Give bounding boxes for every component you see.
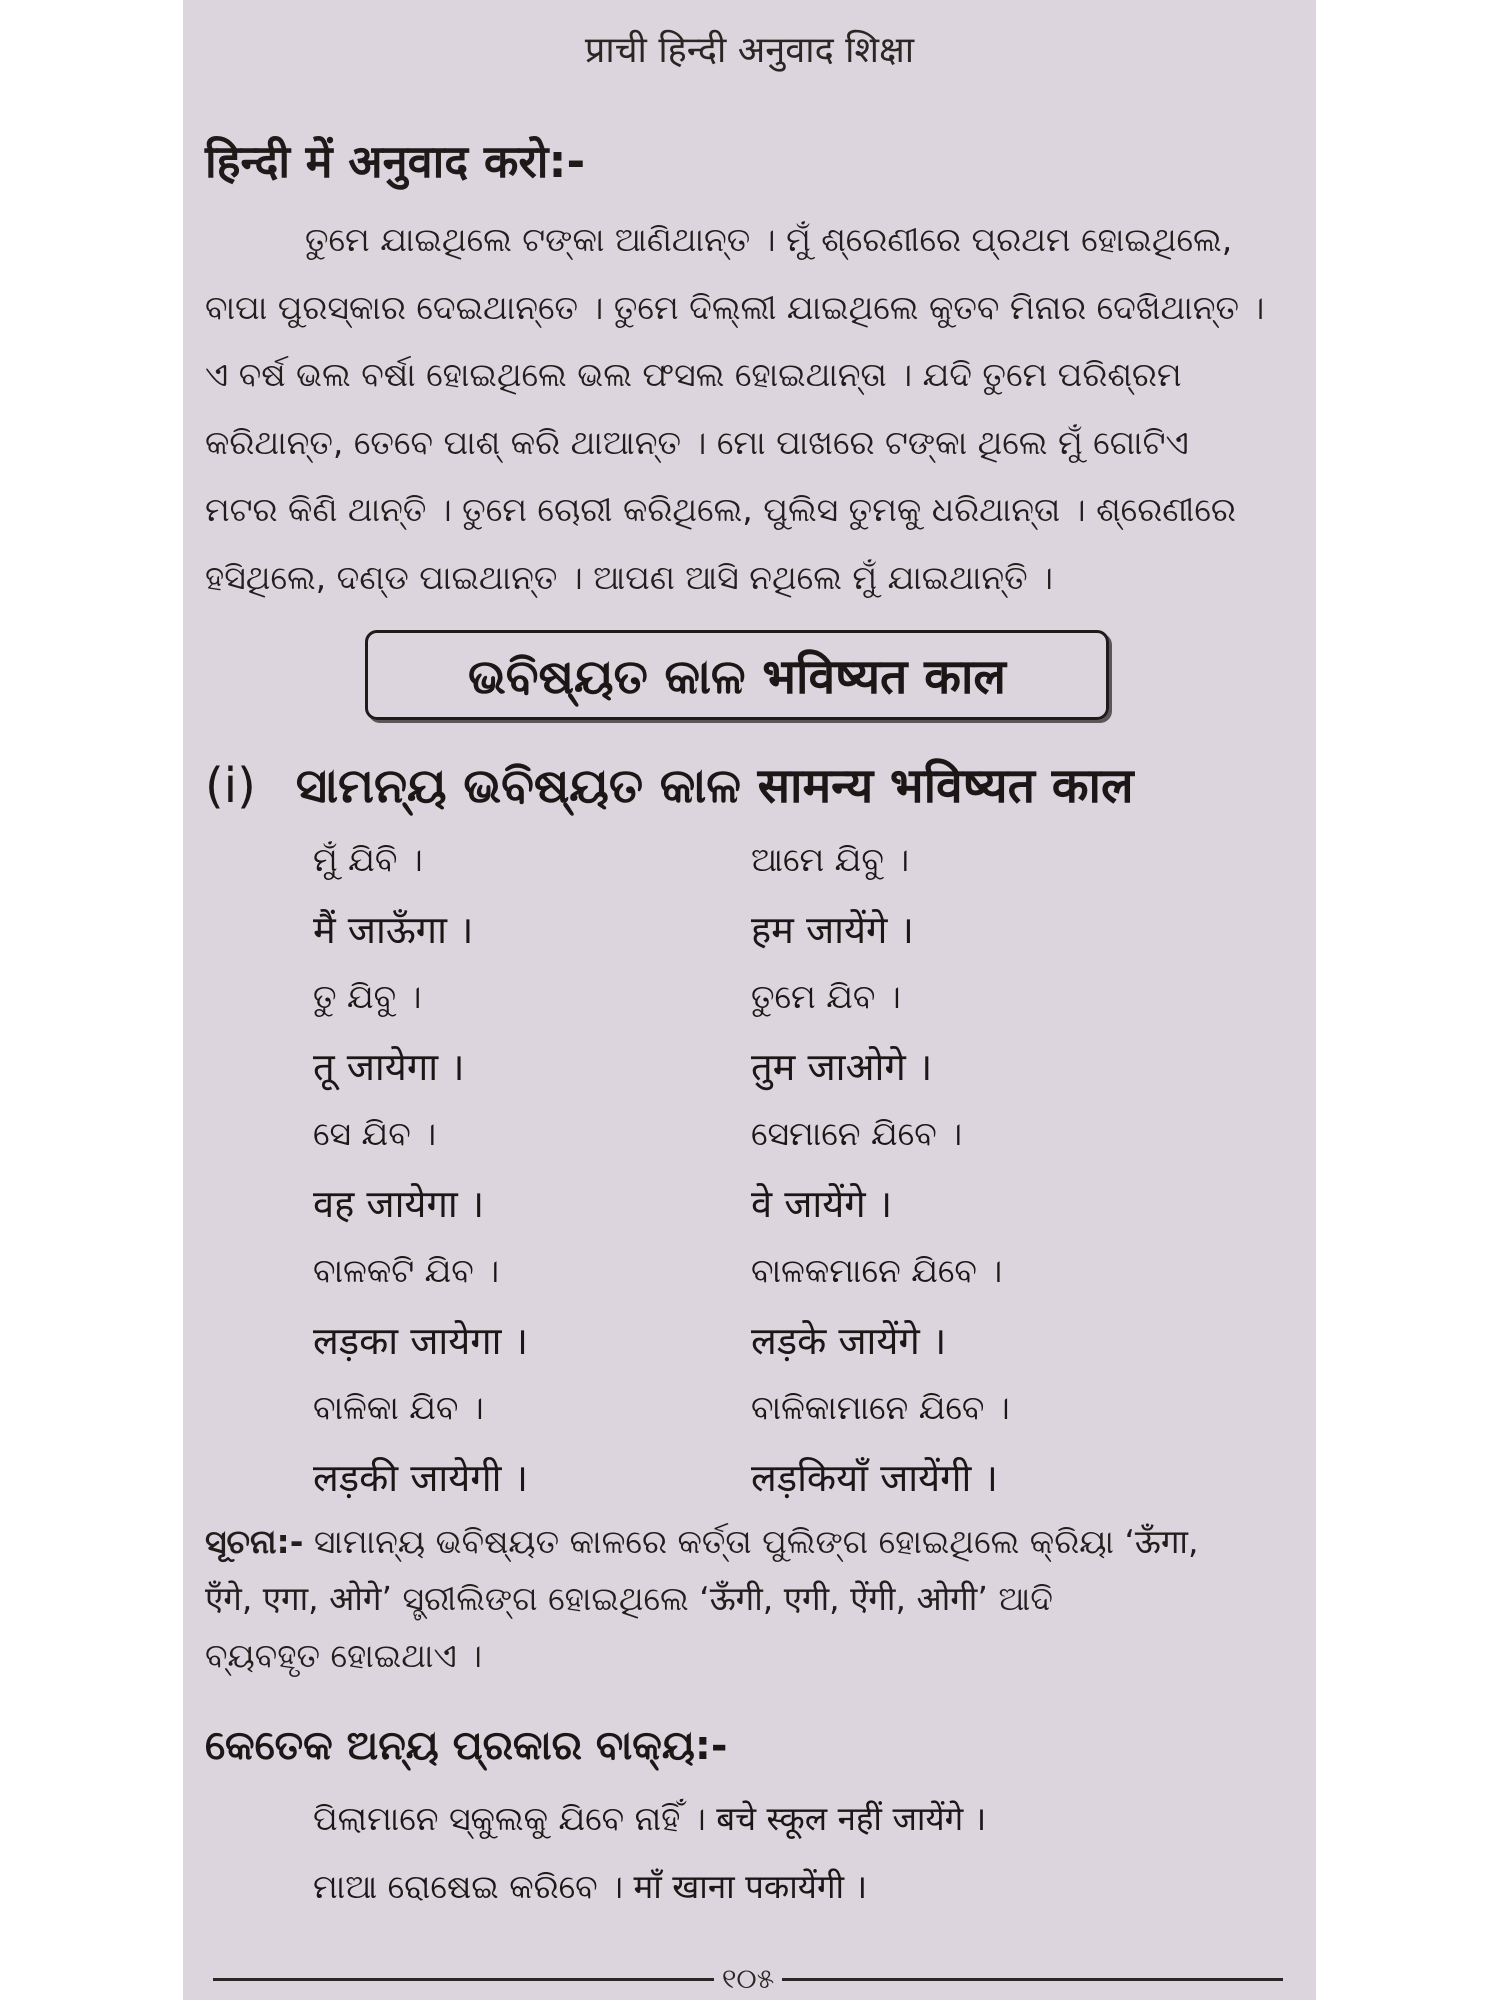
singular-cell: ବାଳିକା ଯିବ । <box>313 1388 484 1427</box>
singular-cell: ମୁଁ ଯିବି । <box>313 840 423 879</box>
table-row <box>313 1245 1263 1314</box>
plural-cell: लड़कियाँ जायेंगी । <box>751 1455 998 1500</box>
paragraph-line: ହସିଥିଲେ, ଦଣ୍ଡ ପାଇଥାନ୍ତ । ଆପଣ ଆସି ନଥିଲେ ମୁଁ ଯାଇଥାନ୍ତି । <box>205 557 1054 597</box>
table-row <box>313 1177 1263 1246</box>
plural-cell: लड़के जायेंगे । <box>751 1318 947 1363</box>
footer-rule-right <box>782 1978 1283 1981</box>
paragraph-line: ମଟର କିଣି ଥାନ୍ତି । ତୁମେ ଚୋରୀ କରିଥିଲେ, ପୁଲିସ ତୁମକୁ ଧରିଥାନ୍ତା । ଶ୍ରେଣୀରେ <box>205 490 1236 529</box>
boxed-title-text: ଭବିଷ୍ୟତ କାଳ भविष्यत काल <box>468 648 1006 705</box>
other-sentences-heading: କେତେକ ଅନ୍ୟ ପ୍ରକାର ବାକ୍ୟ:- <box>205 1723 728 1769</box>
page-footer <box>213 1962 1283 1996</box>
paragraph-line: ବାପା ପୁରସ୍କାର ଦେଇଥାନ୍ତେ । ତୁମେ ଦିଲ୍ଲୀ ଯାଇଥିଲେ କୁତବ ମିନାର ଦେଖିଥାନ୍ତ । <box>205 287 1265 327</box>
plural-cell: ତୁମେ ଯିବ । <box>751 977 901 1016</box>
plural-cell: ସେମାନେ ଯିବେ । <box>751 1114 963 1153</box>
note-text: ସାମାନ୍ୟ ଭବିଷ୍ୟତ କାଳରେ କର୍ତ୍ତା ପୁଲିଙ୍ଗ ହୋଇଥିଲେ କ୍ରିୟା ‘ऊँगा, <box>303 1522 1199 1561</box>
table-row <box>313 1040 1263 1109</box>
singular-cell: वह जायेगा । <box>313 1181 485 1226</box>
note-block <box>205 1513 1295 1684</box>
plural-cell: ବାଳିକାମାନେ ଯିବେ । <box>751 1388 1010 1427</box>
singular-cell: तू जायेगा । <box>313 1044 465 1089</box>
plural-cell: हम जायेंगे । <box>751 907 914 952</box>
example-list <box>313 1795 1263 1931</box>
table-row <box>313 971 1263 1040</box>
singular-cell: ତୁ ଯିବୁ । <box>313 977 422 1016</box>
note-line: ବ୍ୟବହୃତ ହୋଇଥାଏ । <box>205 1636 482 1675</box>
singular-cell: लड़का जायेगा । <box>313 1318 528 1363</box>
singular-cell: लड़की जायेगी । <box>313 1455 528 1500</box>
plural-cell: वे जायेंगे । <box>751 1181 893 1226</box>
boxed-section-title <box>365 630 1109 720</box>
page-number: ୧୦୫ <box>721 1962 775 1995</box>
section-subheading <box>205 752 1305 817</box>
singular-cell: मैं जाऊँगा । <box>313 907 474 952</box>
note-line: एँगे, एगा, ओगे’ ସ୍ତ୍ରୀଲିଙ୍ଗ ହୋଇଥିଲେ ‘ऊँगी, एगी, ऐंगी, ओगी’ ଆଦି <box>205 1579 1053 1618</box>
translation-paragraph <box>205 206 1295 611</box>
book-page <box>183 0 1316 2000</box>
plural-cell: ଆମେ ଯିବୁ । <box>751 840 910 879</box>
paragraph-line: ଏ ବର୍ଷ ଭଲ ବର୍ଷା ହୋଇଥିଲେ ଭଲ ଫସଲ ହୋଇଥାନ୍ତା । ଯଦି ତୁମେ ପରିଶ୍ରମ <box>205 355 1182 394</box>
table-row <box>313 1108 1263 1177</box>
singular-cell: ସେ ଯିବ । <box>313 1114 437 1153</box>
paragraph-line: ତୁମେ ଯାଇଥିଲେ ଟଙ୍କା ଆଣିଥାନ୍ତ । ମୁଁ ଶ୍ରେଣୀରେ ପ୍ରଥମ ହୋଇଥିଲେ, <box>305 220 1233 259</box>
section-title: ସାମନ୍ୟ ଭବିଷ୍ୟତ କାଳ सामन्य भविष्यत काल <box>295 758 1134 814</box>
note-label: ସୂଚନା:- <box>205 1522 304 1561</box>
paragraph-line: କରିଥାନ୍ତ, ତେବେ ପାଶ୍ କରି ଥାଆନ୍ତ । ମୋ ପାଖରେ ଟଙ୍କା ଥିଲେ ମୁଁ ଗୋଟିଏ <box>205 422 1189 462</box>
example-sentence: ପିଲାମାନେ ସ୍କୁଲକୁ ଯିବେ ନାହିଁ । बचे स्कूल नहीं जायेंगे । <box>313 1799 987 1838</box>
footer-rule-left <box>213 1978 714 1981</box>
table-row <box>313 903 1263 972</box>
table-row <box>313 834 1263 903</box>
singular-cell: ବାଳକଟି ଯିବ । <box>313 1251 500 1290</box>
running-header: प्राची हिन्दी अनुवाद शिक्षा <box>584 30 915 71</box>
table-row <box>313 1382 1263 1451</box>
conjugation-table <box>313 834 1263 1519</box>
note-line <box>205 1513 1295 1570</box>
table-row <box>313 1314 1263 1383</box>
plural-cell: ବାଳକମାନେ ଯିବେ । <box>751 1251 1003 1290</box>
example-sentence: ମାଆ ରୋଷେଇ କରିବେ । माँ खाना पकायेंगी । <box>313 1867 868 1906</box>
table-row <box>313 1451 1263 1520</box>
plural-cell: तुम जाओगे । <box>751 1044 933 1089</box>
section-number: (i) <box>205 758 256 814</box>
exercise-heading: हिन्दी में अनुवाद करो:- <box>205 135 586 188</box>
